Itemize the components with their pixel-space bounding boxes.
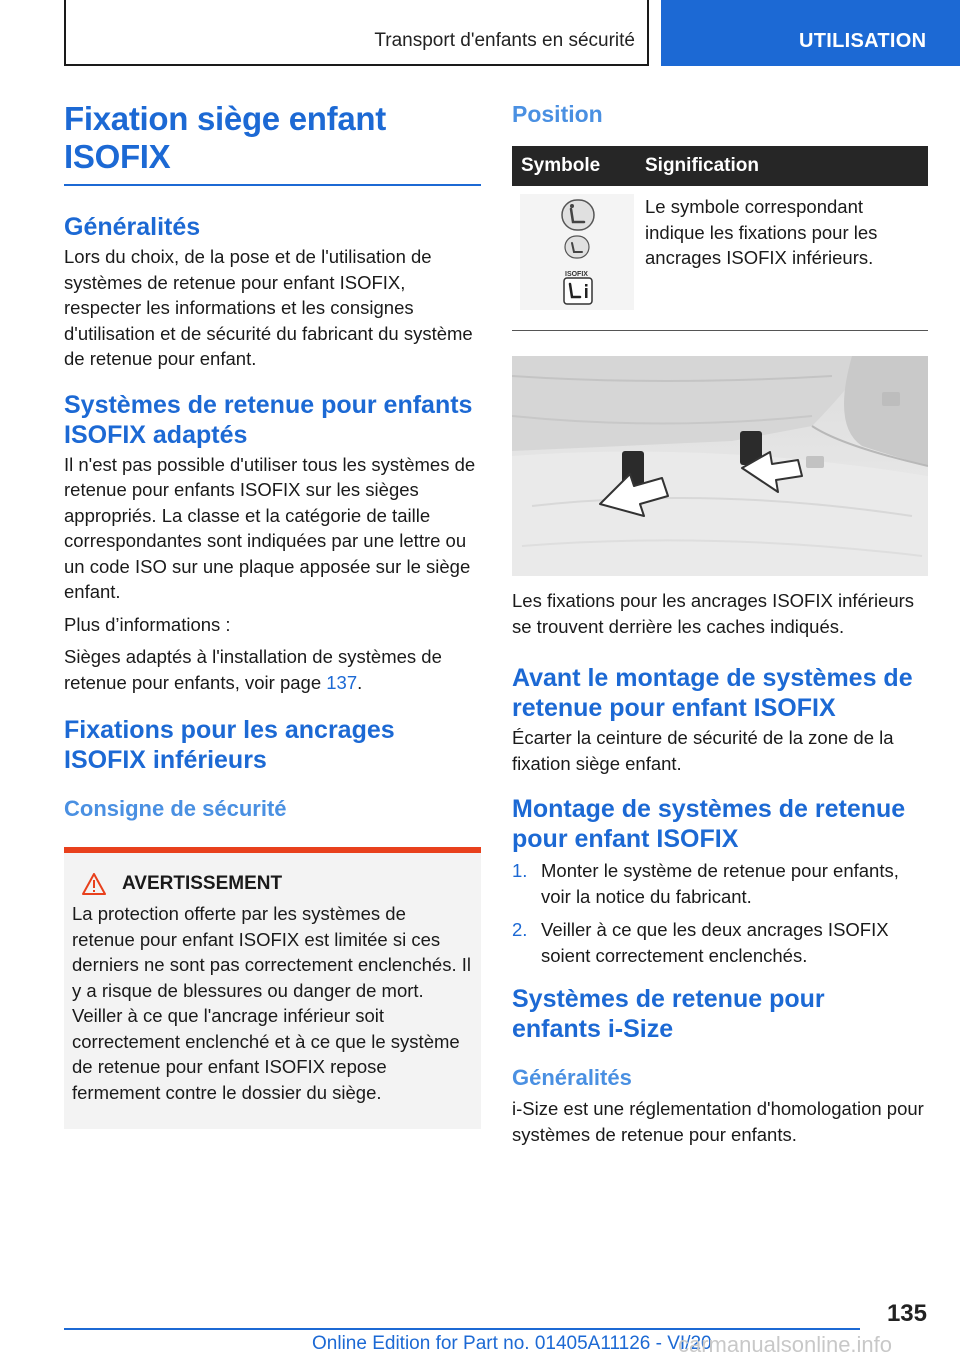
header-chapter-tab <box>661 0 960 66</box>
text-systemes-adaptes: Il n'est pas possible d'utiliser tous les systèmes de retenue pour enfants ISOFIX sur les sièges appropriés. La classe et la catégorie de taille correspondantes sont indiquées par une lettre ou un code ISO sur une plaque apposée sur le siège enfant. <box>64 453 476 602</box>
step-number: 1. <box>512 860 528 881</box>
footer-divider <box>64 1328 860 1330</box>
heading-position: Position <box>512 101 603 127</box>
heading-avant-montage: Avant le montage de systèmes de retenue pour enfant ISOFIX <box>512 664 913 722</box>
right-column <box>512 100 928 1147</box>
warning-header <box>72 873 473 895</box>
isofix-seat-icon <box>520 194 634 310</box>
heading-fixations: Fixations pour les ancrages ISOFIX inférieurs <box>64 716 395 774</box>
table-header-row <box>512 146 928 186</box>
heading-consigne-securite: Consigne de sécurité <box>64 796 287 821</box>
rear-seat-photo <box>512 356 928 576</box>
heading-isize: Systèmes de retenue pour enfants i-Size <box>512 985 825 1043</box>
header-section-title: Transport d'enfants en sécurité <box>374 30 635 51</box>
heading-generalites: Généralités <box>64 213 201 241</box>
heading-montage: Montage de systèmes de retenue pour enfant ISOFIX <box>512 795 906 853</box>
text-page-reference <box>64 644 481 695</box>
table-header-meaning: Signification <box>636 146 928 186</box>
header-chapter-title: UTILISATION <box>799 30 927 52</box>
text-avant-montage: Écarter la ceinture de sécurité de la zone de la fixation siège enfant. <box>512 727 894 774</box>
list-item <box>512 917 928 968</box>
heading-isize-generalites: Généralités <box>512 1065 632 1090</box>
reference-end: . <box>357 671 363 693</box>
page-link-137[interactable]: 137 <box>326 671 358 693</box>
header-section-box <box>64 0 649 66</box>
text-generalites: Lors du choix, de la pose et de l'utilisation de systèmes de retenue pour enfant ISOFIX, respecter les informations et les consignes d'utilisation et de sécurité du fabricant du système de retenue pour enfant. <box>64 246 473 369</box>
rear-seat-isofix-image <box>512 356 928 576</box>
table-row <box>512 186 928 320</box>
heading-systemes-adaptes: Systèmes de retenue pour enfants ISOFIX adaptés <box>64 390 473 449</box>
footer-watermark: carmanualsonline.info <box>678 1332 893 1357</box>
montage-steps <box>512 858 928 968</box>
page-number: 135 <box>886 1300 927 1327</box>
reference-text: Sièges adaptés à l'installation de systèmes de retenue pour enfants, voir page <box>64 646 442 693</box>
left-column <box>64 100 481 1129</box>
table-divider <box>512 330 928 331</box>
text-more-info: Plus d’informations : <box>64 613 231 635</box>
step-number: 2. <box>512 919 528 940</box>
table-cell-symbol <box>512 186 636 320</box>
table-cell-meaning: Le symbole correspondant indique les fixations pour les ancrages ISOFIX inférieurs. <box>645 196 878 268</box>
title-divider <box>64 184 481 186</box>
list-item <box>512 858 928 909</box>
step-text: Veiller à ce que les deux ancrages ISOFIX soient correctement enclenchés. <box>541 919 889 966</box>
step-text: Monter le système de retenue pour enfants, voir la notice du fabricant. <box>541 860 899 907</box>
photo-caption: Les fixations pour les ancrages ISOFIX inférieurs se trouvent derrière les caches indiqués. <box>512 590 915 637</box>
text-isize: i-Size est une réglementation d'homologation pour systèmes de retenue pour enfants. <box>512 1098 924 1145</box>
table-header-symbol: Symbole <box>512 146 636 186</box>
isofix-symbols <box>520 194 634 310</box>
warning-text: La protection offerte par les systèmes de retenue pour enfant ISOFIX est limitée si ces derniers ne sont pas correctement enclenchés. Il y a risque de blessures ou danger de mort. Veiller à ce que l'ancrage inférieur soit correctement enclenché et à ce que le système de retenue pour enfant ISOFIX repose fermement contre le dossier du siège. <box>72 903 471 1103</box>
footer-edition: Online Edition for Part no. 01405A11126 - VI/20 <box>312 1333 712 1354</box>
page-title: Fixation siège enfant ISOFIX <box>64 100 386 175</box>
warning-triangle-icon <box>82 873 106 895</box>
warning-box <box>64 847 481 1129</box>
symbol-table <box>512 146 928 320</box>
warning-label: AVERTISSEMENT <box>122 873 283 894</box>
isofix-symbol-label: ISOFIX <box>565 271 588 278</box>
